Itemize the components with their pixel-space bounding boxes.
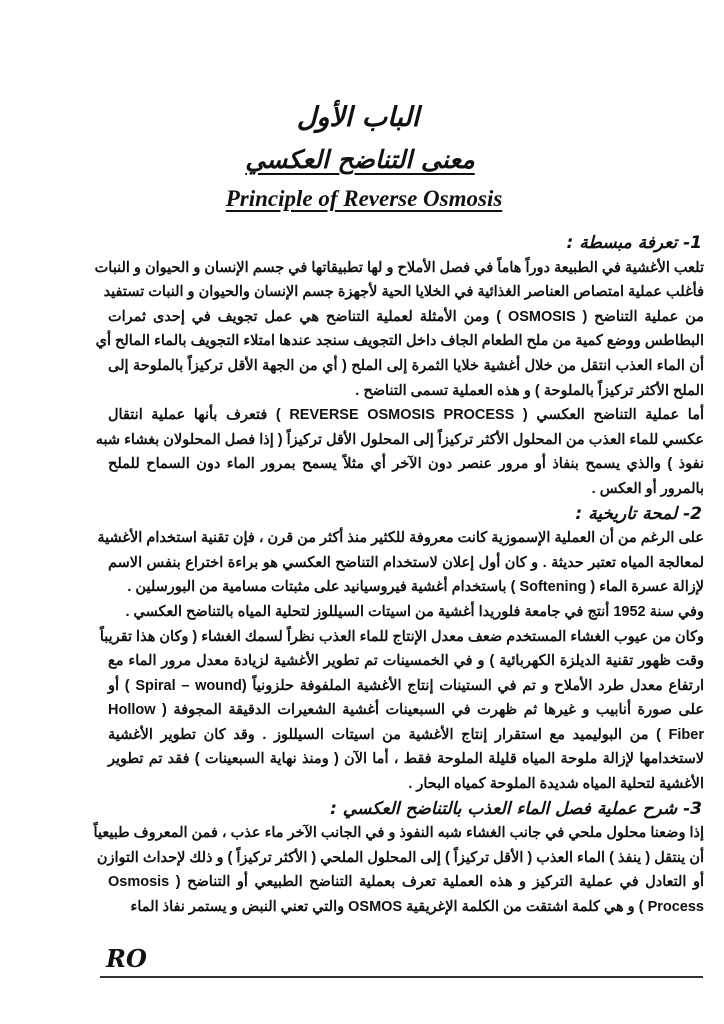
text-line: إذا وضعنا محلول ملحي في جانب الغشاء شبه النفوذ و في الجانب الآخر ماء عذب ، فمن المعروف طبيعياً <box>93 825 704 842</box>
document-body <box>93 231 704 920</box>
section-heading: 1- تعرفة مبسطة : <box>566 233 702 253</box>
footer-logo: RO <box>106 944 147 973</box>
text-line: Fiber ) من البوليميد مع استقرار إنتاج الأغشية من اسيتات السيللوز . وقد كان تطوير الأغشية <box>108 726 704 743</box>
text-line: عكسي للماء العذب من المحلول الأكثر تركيزاً إلى المحلول الأقل تركيزاً ( إذا فصل المحلولان بغشاء شبه <box>95 431 704 448</box>
text-line: على الرغم من أن العملية الإسموزية كانت معروفة للكثير منذ أكثر من قرن ، فإن تقنية استخدام الأغشية <box>97 530 704 547</box>
text-line: أو التعادل في عملية التركيز و هذه العملية تعرف بعملية التناضح الطبيعي أو التناضح ( Osmosis <box>108 874 704 891</box>
text-line: وفي سنة 1952 أنتج في جامعة فلوريدا أغشية من اسيتات السيللوز لتحلية المياه بالتناضح العكسي . <box>125 603 704 620</box>
text-line: الملح الأكثر تركيزاً بالملوحة ) و هذه العملية تسمى التناضح . <box>355 382 704 399</box>
text-line: أن الماء العذب انتقل من خلال أغشية خلايا الثمرة إلى الملح ( أي من الجهة الأقل تركيزاً بالملوحة إلى <box>108 357 704 374</box>
text-line: لاستخدامها لإزالة ملوحة المياه قليلة الملوحة فقط ، أما الآن ( ومنذ نهاية السبعينات ) فقد تم تطوير <box>108 751 704 768</box>
text-line: Process ) و هي كلمة اشتقت من الكلمة الإغريقية OSMOS والتي تعني النبض و يستمر نفاذ الماء <box>130 899 704 916</box>
text-line: لإزالة عسرة الماء ( Softening ) باستخدام أغشية فيروسيانيد على مثبتات مسامية من البورسلين . <box>127 579 704 596</box>
text-line: فأغلب عملية امتصاص العناصر الغذائية في الخلايا الحية لأجهزة جسم الإنسان والحيوان و النبات تستفيد <box>103 284 704 301</box>
text-line: لمعالجة المياه تعتبر حديثة . و كان أول إعلان لاستخدام التناضح العكسي هو براءة اختراع بنفس الاسم <box>108 554 704 571</box>
text-line: أن ينتقل ( ينفذ ) الماء العذب ( الأقل تركيزاً ) إلى المحلول الملحي ( الأكثر تركيزاً ) و ذلك لإحداث التوازن <box>96 849 704 866</box>
english-title: Principle of Reverse Osmosis <box>225 186 503 211</box>
text-line: وكان من عيوب الغشاء المستخدم ضعف معدل الإنتاج للماء العذب نظراً لسمك الغشاء ( وكان هذا تقريباً <box>99 628 704 645</box>
text-line: تلعب الأغشية في الطبيعة دوراً هاماً في فصل الأملاح و لها تطبيقاتها في جسم الإنسان و الحيوان و النبات <box>94 259 704 276</box>
section-heading: 2- لمحة تاريخية : <box>575 503 702 524</box>
text-line: الأغشية لتحلية المياه شديدة الملوحة كمياه البحار . <box>408 776 704 793</box>
text-line: أما عملية التناضح العكسي ( REVERSE OSMOSIS PROCESS ) فتعرف بأنها عملية انتقال <box>108 407 704 424</box>
text-line: ارتفاع معدل طرد الأملاح و تم في الستينات إنتاج الأغشية الملفوفة حلزونياً (Spiral – wound ) أو <box>108 677 704 694</box>
arabic-title: معنى التناضح العكسي <box>245 145 475 174</box>
text-line: نفوذ ) والذي يسمح بنفاذ أو مرور عنصر دون الآخر أي مثلاً يسمح بمرور الماء دون السماح للملح <box>108 456 704 473</box>
text-line: البطاطس ووضع كمية من ملح الطعام الجاف داخل التجويف سنجد عندها امتلاء التجويف بالماء المالح أي <box>95 333 704 350</box>
text-line: وقت ظهور تقنية الديلزة الكهربائية ) و في الخمسينات تم تطوير الأغشية لزيادة معدل مرور الماء مع <box>108 653 704 670</box>
text-line: من عملية التناضح ( OSMOSIS ) ومن الأمثلة لعملية التناضح هي عمل تجويف في إحدى ثمرات <box>108 308 704 325</box>
text-line: بالمرور أو العكس . <box>591 480 704 497</box>
footer-divider <box>100 976 703 978</box>
chapter-title: الباب الأول <box>296 102 420 133</box>
text-line: على صورة أنابيب و غيرها ثم ظهرت في السبعينات أغشية الشعيرات الدقيقة المجوفة ( Hollow <box>108 702 704 719</box>
section-heading: 3- شرح عملية فصل الماء العذب بالتناضح العكسي : <box>330 798 702 819</box>
